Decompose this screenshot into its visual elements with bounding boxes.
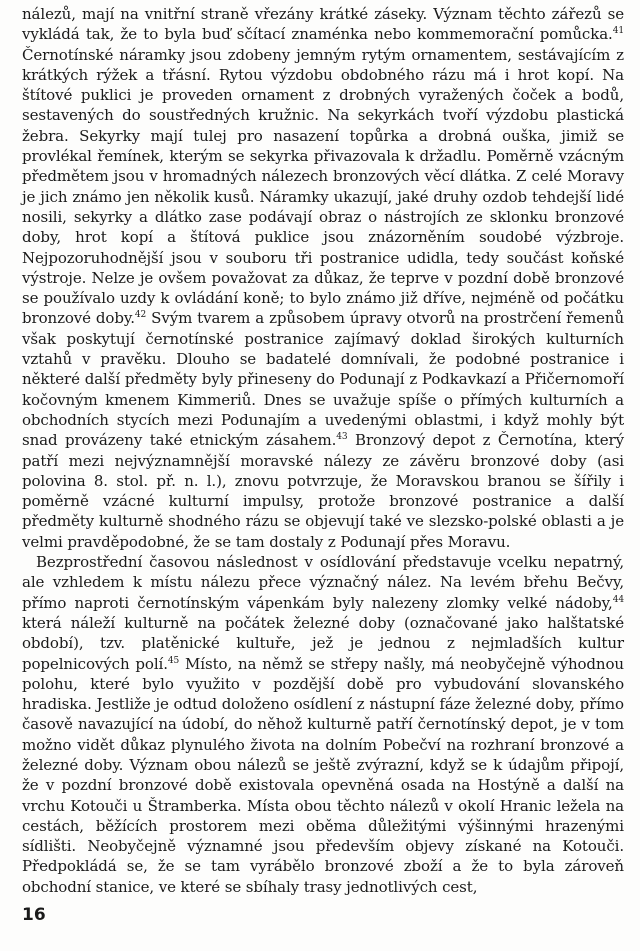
footnote-ref: 41 <box>612 26 624 37</box>
page-number: 16 <box>22 905 46 925</box>
text-run: Bronzový depot z Černotína, který patří mezi nejvýznamnější moravské nálezy ze závěru bronzové doby (asi polovina 8. stol. př. n. l.), znovu potvrzuje, že Moravskou branou se šířily i poměrně vzácné kulturní impulsy, protože bronzové postranice a další předměty kulturně shodného rázu se objevují také ve slezsko-polské oblasti a je velmi pravděpodobné, že se tam dostaly z Podunají přes Moravu. <box>22 431 624 551</box>
paragraph-1 <box>22 4 624 552</box>
footnote-ref: 44 <box>612 594 624 605</box>
footnote-ref: 45 <box>167 655 180 666</box>
text-run: Svým tvarem a způsobem úpravy otvorů na prostrčení řemenů však poskytují černotínské postranice zajímavý doklad širokých kulturních vztahů v pravěku. Dlouho se badatelé domnívali, že podobné postranice i některé další předměty byly přineseny do Podunají z Podkavkazí a Přičernomoří kočovným kmenem Kimmeriů. Dnes se uvažuje spíše o přímých kulturních a obchodních stycích mezi Podunajím a uvedenými oblastmi, i když mohly být snad provázeny také etnickým zásahem. <box>22 309 625 450</box>
text-run: Bezprostřední časovou následnost v osídlování představuje vcelku nepatrný, ale vzhledem k místu nálezu přece význačný nález. Na levém břehu Bečvy, přímo naproti černotínským vápenkám byly nalezeny zlomky velké nádoby, <box>22 553 624 612</box>
footnote-ref: 42 <box>134 310 147 321</box>
text-run: nálezů, mají na vnitřní straně vřezány krátké záseky. Význam těchto zářezů se vykládá tak, že to byla buď sčítací znaménka nebo kommemorační pomůcka. <box>22 5 624 44</box>
text-run: která náleží kulturně na počátek železné doby (označované jako halštatské období), tzv. platěnické kultuře, jež je jednou z nejmladších kultur popelnicových polí. <box>22 613 624 673</box>
text-run: Místo, na němž se střepy našly, má neobyčejně výhodnou polohu, které bylo využito v pozdější době pro vybudování slovanského hradiska. Jestliže je odtud doloženo osídlení z nástupní fáze železné doby, přímo časově navazující na údobí, do něhož kulturně patří černotínský depot, je v tom možno vidět důkaz plynulého života na dolním Pobečví na rozhraní bronzové a železné doby. Význam obou nálezů se ještě zvýrazní, když se k údajům připojí, že v pozdní bronzové době existovala opevněná osada na Hostýně a další na vrchu Kotouči u Štramberka. Místa obou těchto nálezů v okolí Hranic ležela na cestách, běžících prostorem mezi oběma důležitými výšinnými hrazenými sídlišti. Neobyčejně významné jsou především objevy získané na Kotouči. Předpokládá se, že se tam vyrábělo bronzové zboží a že to byla zároveň obchodní stanice, ve které se sbíhaly trasy jednotlivých cest, <box>22 654 624 896</box>
text-run: Černotínské náramky jsou zdobeny jemným rytým ornamentem, sestávajícím z krátkých rýžek a třásní. Rytou výzdobu obdobného rázu má i hrot kopí. Na štítové puklici je proveden ornament z drobných vyražených čoček a bodů, sestavených do soustředných kružnic. Na sekyrkách tvoří výzdobu plastická žebra. Sekyrky mají tulej pro nasazení topůrka a drobná ouška, jimiž se provlékal řemínek, kterým se sekyrka přivazovala k držadlu. Poměrně vzácným předmětem jsou v hromadných nálezech bronzových věcí dlátka. Z celé Moravy je jich známo jen několik kusů. Náramky ukazují, jaké druhy ozdob tehdejší lidé nosili, sekyrky a dlátko zase podávají obraz o nástrojích ze sklonku bronzové doby, hrot kopí a štítová puklice jsou znázorněním soudobé výzbroje. Nejpozoruhodnější jsou v souboru tři postranice udidla, tedy součást koňské výstroje. Nelze je ovšem považovat za důkaz, že teprve v pozdní době bronzové se používalo uzdy k ovládání koně; to bylo známo již dříve, nejméně od počátku bronzové doby. <box>22 45 624 328</box>
footnote-ref: 43 <box>336 432 348 443</box>
body-text <box>22 4 624 897</box>
paragraph-2 <box>22 552 624 897</box>
